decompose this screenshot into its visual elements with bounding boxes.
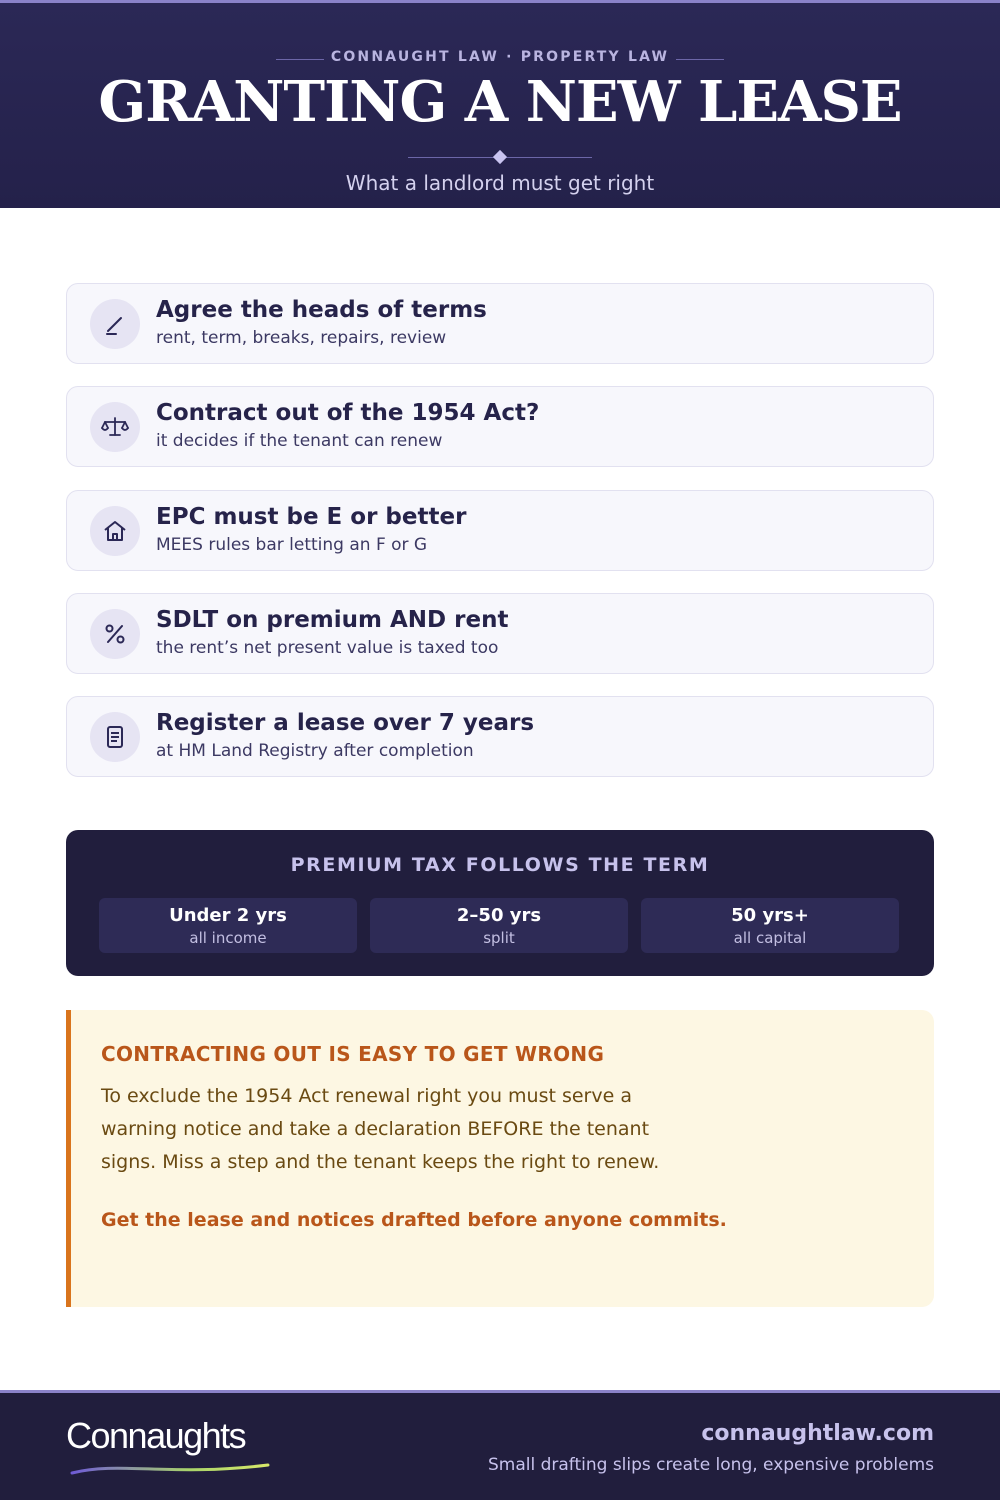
step-subtitle: MEES rules bar letting an F or G: [156, 535, 428, 555]
step-contract-out: [66, 386, 934, 467]
step-epc: [66, 490, 934, 571]
step-register: [66, 696, 934, 777]
tax-cell-2-50: [370, 898, 628, 953]
footer-tagline: Small drafting slips create long, expensive problems: [487, 1455, 934, 1475]
tax-panel-title: PREMIUM TAX FOLLOWS THE TERM: [290, 854, 710, 876]
brand-logo: Connaughts: [66, 1415, 246, 1456]
tax-cell-note: all capital: [733, 929, 807, 947]
step-title: Agree the heads of terms: [156, 297, 487, 323]
step-heads-of-terms: [66, 283, 934, 364]
website-link[interactable]: connaughtlaw.com: [701, 1421, 934, 1446]
step-subtitle: it decides if the tenant can renew: [156, 431, 443, 451]
warning-cta: Get the lease and notices drafted before anyone commits.: [101, 1209, 727, 1231]
page-title: GRANTING A NEW LEASE: [98, 69, 902, 135]
diamond-icon: [493, 150, 507, 164]
footer: [0, 1390, 1000, 1500]
tax-cell-label: Under 2 yrs: [169, 905, 287, 926]
warning-callout: [66, 1010, 934, 1307]
step-subtitle: rent, term, breaks, repairs, review: [156, 328, 447, 348]
header-banner: [0, 0, 1000, 208]
tax-cell-note: split: [483, 929, 515, 947]
title-divider: [408, 157, 592, 159]
step-title: SDLT on premium AND rent: [156, 607, 509, 633]
step-title: Register a lease over 7 years: [156, 710, 535, 736]
step-title: EPC must be E or better: [156, 504, 467, 530]
percent-icon: [90, 609, 140, 659]
house-icon: [90, 506, 140, 556]
premium-tax-panel: [66, 830, 934, 976]
pen-icon: [90, 299, 140, 349]
step-subtitle: at HM Land Registry after completion: [156, 741, 474, 761]
step-subtitle: the rent’s net present value is taxed too: [156, 638, 499, 658]
page-subtitle: What a landlord must get right: [345, 171, 655, 195]
warning-body: To exclude the 1954 Act renewal right you must serve a warning notice and take a declaration BEFORE the tenant signs. Miss a step and the tenant keeps the right to renew.: [101, 1085, 660, 1173]
tax-cell-under-2: [99, 898, 357, 953]
tax-cell-50-plus: [641, 898, 899, 953]
scales-icon: [90, 402, 140, 452]
tax-cell-label: 2–50 yrs: [456, 905, 542, 926]
kicker: CONNAUGHT LAW · PROPERTY LAW: [330, 49, 670, 65]
step-title: Contract out of the 1954 Act?: [156, 400, 540, 426]
step-sdlt: [66, 593, 934, 674]
kicker-row: [0, 49, 1000, 71]
kicker-line-right: [676, 59, 724, 60]
document-icon: [90, 712, 140, 762]
warning-title: CONTRACTING OUT IS EASY TO GET WRONG: [101, 1042, 605, 1066]
tax-cell-note: all income: [189, 929, 267, 947]
logo-swoosh-icon: [70, 1459, 270, 1477]
tax-cell-label: 50 yrs+: [731, 905, 809, 926]
